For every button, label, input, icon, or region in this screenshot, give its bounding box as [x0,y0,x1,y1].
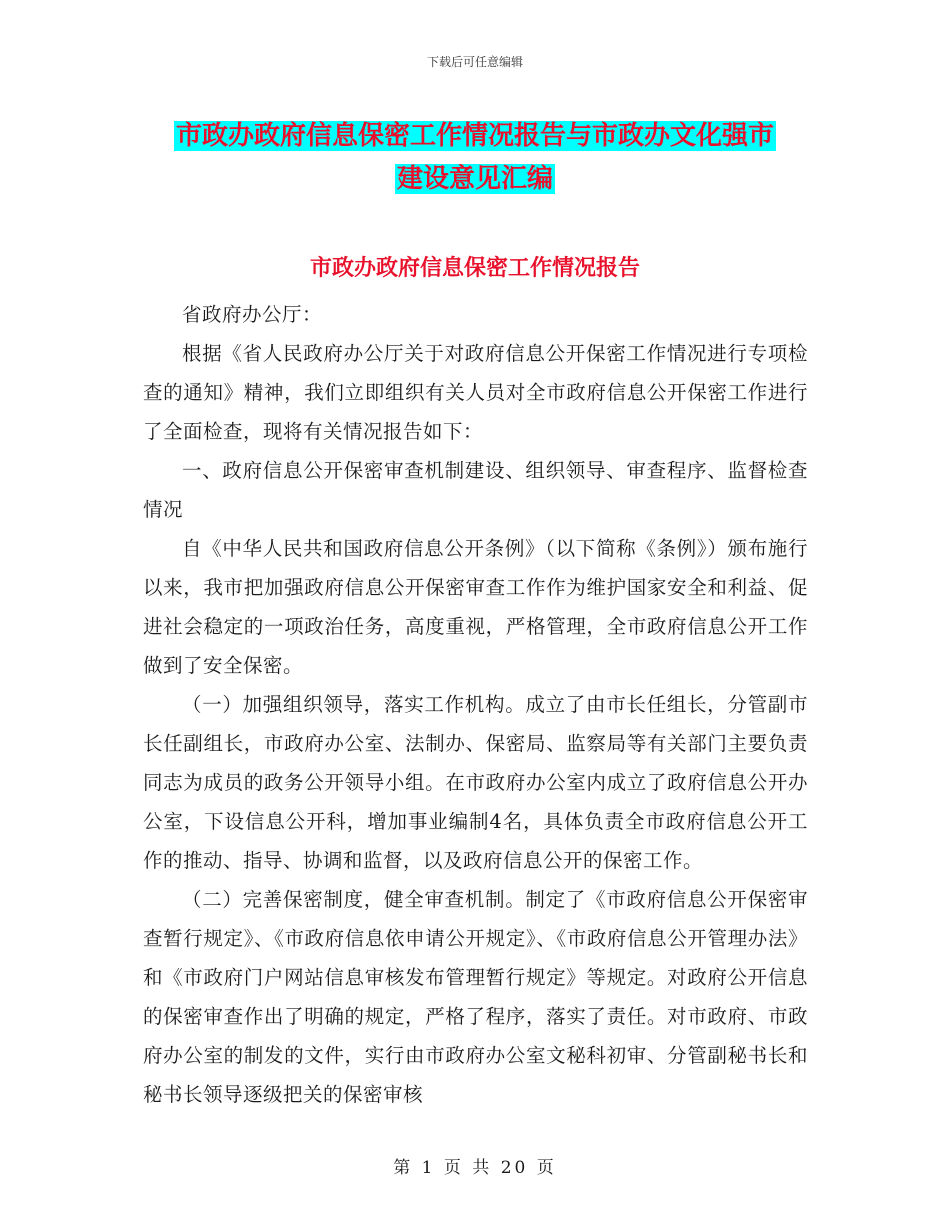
title-highlight-1: 市政办政府信息保密工作情况报告与市政办文化强市 [175,121,774,151]
document-body [143,295,808,1114]
paragraph: 根据《省人民政府办公厅关于对政府信息公开保密工作情况进行专项检查的通知》精神，我们立即组织有关人员对全市政府信息公开保密工作进行了全面检查，现将有关情况报告如下： [143,342,808,443]
document-title-line-2 [0,158,950,195]
title-highlight-2: 建设意见汇编 [396,164,553,194]
page-header-note: 下载后可任意编辑 [426,55,523,69]
paragraph: 自《中华人民共和国政府信息公开条例》（以下简称《条例》）颁布施行以来，我市把加强政府信息公开保密审查工作作为维护国家安全和利益、促进社会稳定的一项政治任务，高度重视，严格管理，全市政府信息公开工作做到了安全保密。 [143,537,808,677]
paragraph-heading: 一、政府信息公开保密审查机制建设、组织领导、审查程序、监督检查情况 [143,459,808,521]
document-title-line-1 [0,115,950,152]
section-title: 市政办政府信息保密工作情况报告 [309,256,640,281]
salutation: 省政府办公厅： [182,303,323,326]
page-number-footer: 第 1 页 共 20 页 [393,1158,557,1178]
paragraph: （一）加强组织领导，落实工作机构。成立了由市长任组长，分管副市长任副组长，市政府办公室、法制办、保密局、监察局等有关部门主要负责同志为成员的政务公开领导小组。在市政府办公室内成立了政府信息公开办公室，下设信息公开科，增加事业编制4名，具体负责全市政府信息公开工作的推动、指导、协调和监督，以及政府信息公开的保密工作。 [143,693,808,872]
paragraph: （二）完善保密制度，健全审查机制。制定了《市政府信息公开保密审查暂行规定》、《市政府信息依申请公开规定》、《市政府信息公开管理办法》和《市政府门户网站信息审核发布管理暂行规定》等规定。对政府公开信息的保密审查作出了明确的规定，严格了程序，落实了责任。对市政府、市政府办公室的制发的文件，实行由市政府办公室文秘科初审、分管副秘书长和秘书长领导逐级把关的保密审核 [143,888,808,1106]
